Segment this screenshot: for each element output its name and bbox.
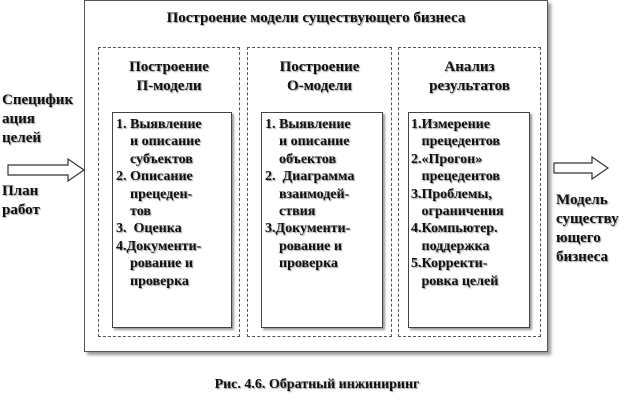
list-item: и описание: [265, 134, 350, 150]
list-item: ствия: [265, 204, 316, 220]
list-item: 1. Выявление: [116, 117, 202, 132]
diagram-title: Построение модели существующего бизнеса: [166, 10, 466, 26]
list-item: рование и: [116, 256, 193, 272]
input-spec-label: Специфик ация целей: [2, 92, 74, 146]
results-steps-box: [408, 112, 530, 328]
list-item: объектов: [265, 151, 336, 167]
o-model-steps-box: [261, 112, 383, 328]
list-item: взаимодей-: [265, 186, 350, 202]
list-item: 4.Документи-: [116, 238, 202, 254]
list-item: 1.Измерение: [411, 117, 490, 132]
input-plan-label: План работ: [2, 183, 40, 218]
list-item: 3. Оценка: [116, 221, 182, 237]
output-label: Модель существу ющего бизнеса: [556, 192, 619, 265]
list-item: 3.Проблемы,: [411, 186, 492, 202]
list-item: 1. Выявление: [265, 117, 351, 132]
list-item: 5.Корректи-: [411, 256, 488, 272]
column-title: Построение П-модели: [129, 59, 209, 94]
list-item: прецедентов: [411, 169, 500, 185]
list-item: ровка целей: [411, 273, 499, 289]
column-title: Построение О-модели: [279, 59, 360, 94]
output-arrow: [552, 155, 612, 181]
list-item: тов: [116, 204, 151, 220]
p-model-steps: [113, 113, 231, 290]
list-item: 4.Компьютер.: [411, 221, 498, 237]
column-title: Анализ результатов: [429, 59, 510, 94]
results-steps: [409, 113, 529, 290]
o-model-steps: [262, 113, 382, 273]
list-item: субъектов: [116, 151, 193, 167]
figure-caption: Рис. 4.6. Обратный инжиниринг: [214, 377, 420, 392]
input-arrow: [6, 157, 86, 183]
list-item: ограничения: [411, 204, 504, 220]
list-item: 2.«Прогон»: [411, 151, 483, 167]
list-item: и описание: [116, 134, 201, 150]
list-item: прецеден-: [116, 186, 193, 202]
list-item: проверка: [116, 273, 189, 289]
list-item: прецедентов: [411, 134, 500, 150]
list-item: поддержка: [411, 238, 490, 254]
p-model-steps-box: [112, 112, 232, 328]
list-item: 2. Описание: [116, 169, 193, 185]
list-item: проверка: [265, 256, 338, 272]
list-item: 2. Диаграмма: [265, 169, 355, 185]
list-item: рование и: [265, 238, 342, 254]
list-item: 3.Документи-: [265, 221, 351, 237]
